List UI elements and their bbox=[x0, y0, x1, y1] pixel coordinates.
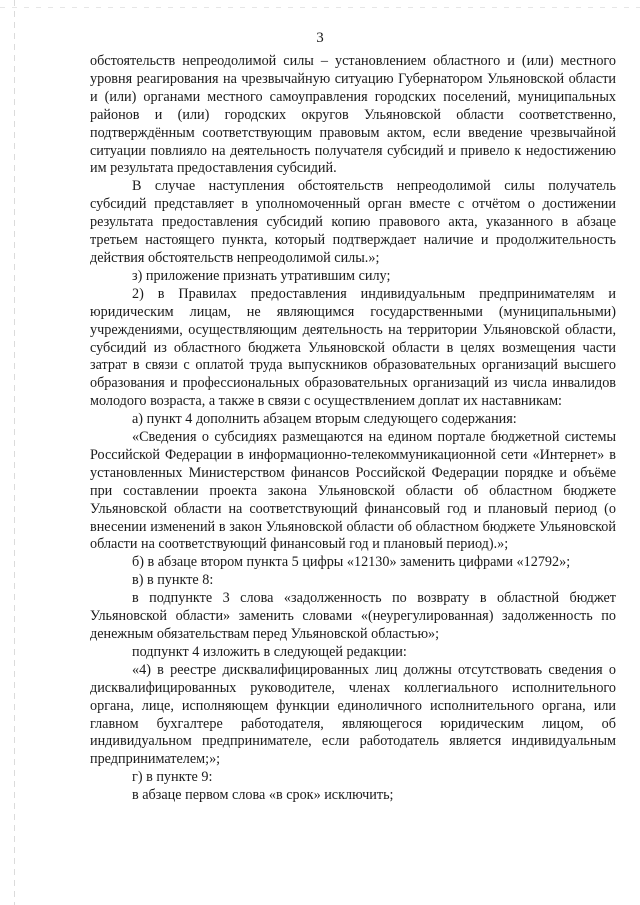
paragraph-10: подпункт 4 изложить в следующей редакции: bbox=[132, 643, 407, 660]
document-body bbox=[90, 53, 616, 805]
paragraph-6: «Сведения о субсидиях размещаются на едином портале бюджетной системы Российской Федерации в информационно-телекоммуникационной сети «Интернет» в установленных Министерством финансов Российской Федерации порядке и объёме при составлении проекта закона Ульяновской области об областном бюджете Ульяновской области на соответствующий финансовый год и плановый период (о внесении изменений в закон Ульяновской области об областном бюджете Ульяновской области на соответствующий финансовый год и плановый период).»; bbox=[90, 429, 616, 553]
scan-edge-left bbox=[14, 0, 15, 905]
paragraph-5: а) пункт 4 дополнить абзацем вторым следующего содержания: bbox=[132, 411, 517, 428]
paragraph-11: «4) в реестре дисквалифицированных лиц должны отсутствовать сведения о дисквалифицированных руководителе, членах коллегиального исполнительного органа, лице, исполняющем функции единоличного исполнительного органа, или главном бухгалтере работодателя, являющегося юридическим лицом, об индивидуальном предпринимателе, если работодатель является индивидуальным предпринимателем;»; bbox=[90, 661, 616, 768]
paragraph-4: 2) в Правилах предоставления индивидуальным предпринимателям и юридическим лицам, не являющимся государственными (муниципальными) учреждениями, осуществляющим деятельность на территории Ульяновской области, субсидий из областного бюджета Ульяновской области в целях возмещения части затрат в связи с оплатой труда выпускников образовательных организаций высшего образования и профессиональных образовательных организаций из числа инвалидов молодого возраста, а также в связи с осуществлением доплат их наставникам: bbox=[90, 285, 616, 410]
paragraph-13: в абзаце первом слова «в срок» исключить; bbox=[132, 787, 394, 804]
paragraph-2: В случае наступления обстоятельств непреодолимой силы получатель субсидий представляет в уполномоченный орган вместе с отчётом о достижении результата предоставления субсидий копию правового акта, указанного в абзаце третьем настоящего пункта, который подтверждает наличие и продолжительность действия обстоятельств непреодолимой силы.»; bbox=[90, 178, 616, 266]
paragraph-9: в подпункте 3 слова «задолженность по возврату в областной бюджет Ульяновской области» заменить словами «(неурегулированная) задолженность по денежным обязательствам перед Ульяновской областью»; bbox=[90, 590, 616, 642]
page-number: 3 bbox=[316, 30, 324, 46]
paragraph-7: б) в абзаце втором пункта 5 цифры «12130» заменить цифрами «12792»; bbox=[132, 554, 571, 571]
paragraph-3: з) приложение признать утратившим силу; bbox=[132, 267, 391, 284]
paragraph-1: обстоятельств непреодолимой силы – установлением областного и (или) местного уровня реагирования на чрезвычайную ситуацию Губернатором Ульяновской области и (или) органами местного самоуправления городских поселений, муниципальных районов и (или) городских округов Ульяновской области соответственно, подтверждённым соответствующим правовым актом, если введение чрезвычайной ситуации повлияло на деятельность получателя субсидий и привело к недостижению им результата предоставления субсидий. bbox=[90, 53, 616, 177]
scan-edge-top bbox=[0, 7, 640, 8]
paragraph-8: в) в пункте 8: bbox=[132, 572, 214, 589]
paragraph-12: г) в пункте 9: bbox=[132, 769, 213, 786]
